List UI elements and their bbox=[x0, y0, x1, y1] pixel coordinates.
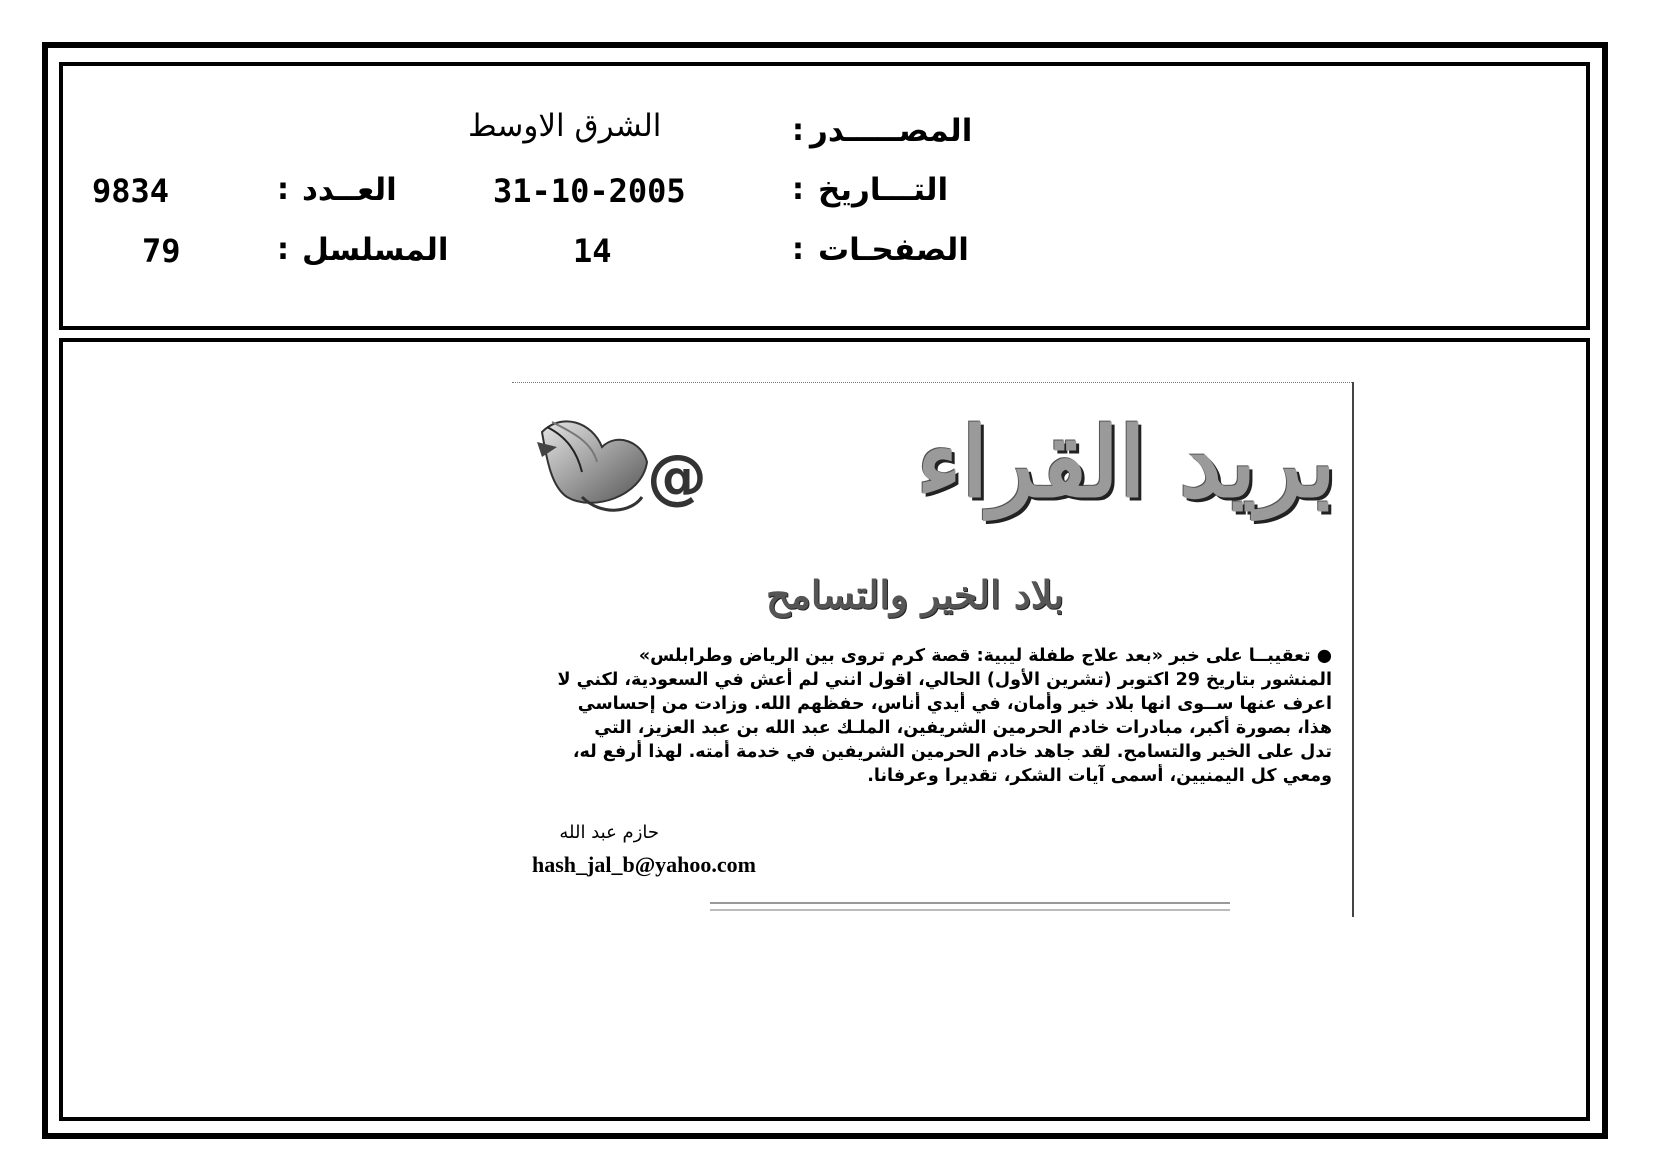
article-line: المنشور بتاريخ 29 اكتوبر (تشرين الأول) الحالي، اقول انني لم أعش في السعودية، لكني لا bbox=[557, 670, 1332, 690]
pages-colon: : bbox=[792, 232, 804, 267]
author-email: hash_jal_b@yahoo.com bbox=[532, 852, 756, 877]
article-line: اعرف عنها ســوى انها بلاد خير وأمان، في أيدي أناس، حفظهم الله. وزادت من إحساسي bbox=[577, 694, 1332, 714]
issue-colon: : bbox=[277, 172, 289, 207]
pages-value: 14 bbox=[573, 232, 612, 270]
serial-colon: : bbox=[277, 232, 289, 267]
article-author: حازم عبد الله bbox=[559, 822, 659, 843]
date-colon: : bbox=[792, 172, 804, 207]
article-body bbox=[524, 644, 1332, 788]
clipping-bottom-rule bbox=[710, 902, 1230, 911]
date-value: 31-10-2005 bbox=[493, 172, 686, 210]
issue-value: 9834 bbox=[92, 172, 170, 210]
bird-at-logo-icon bbox=[522, 402, 712, 522]
date-label: التـــاريخ bbox=[818, 172, 949, 208]
source-label: المصـــــدر bbox=[810, 113, 973, 149]
at-symbol: @ bbox=[647, 442, 707, 512]
article-headline: بلاد الخير والتسامح bbox=[765, 572, 1064, 617]
clipping-top-rule bbox=[512, 382, 1354, 383]
source-colon: : bbox=[792, 113, 804, 148]
newspaper-clipping bbox=[512, 382, 1354, 917]
serial-value: 79 bbox=[142, 232, 181, 270]
source-value: الشرق الاوسط bbox=[468, 108, 662, 144]
issue-label: العــدد bbox=[302, 172, 397, 208]
article-line: ● تعقيبــا على خبر «بعد علاج طفلة ليبية: قصة كرم تروى بين الرياض وطرابلس» bbox=[638, 646, 1332, 666]
article-line: ومعي كل اليمنيين، أسمى آيات الشكر، تقديرا وعرفانا. bbox=[867, 766, 1332, 786]
article-line: تدل على الخير والتسامح. لقد جاهد خادم الحرمين الشريفين في خدمة أمته. لهذا أرفع له، bbox=[572, 742, 1332, 762]
masthead-title: بريد القراء bbox=[916, 406, 1336, 519]
clipping-right-rule bbox=[1352, 382, 1354, 917]
article-line: هذا، بصورة أكبر، مبادرات خادم الحرمين الشريفين، الملـك عبد الله بن عبد العزيز، التي bbox=[594, 718, 1332, 738]
serial-label: المسلسل bbox=[302, 232, 449, 268]
pages-label: الصفحـات bbox=[818, 232, 969, 268]
